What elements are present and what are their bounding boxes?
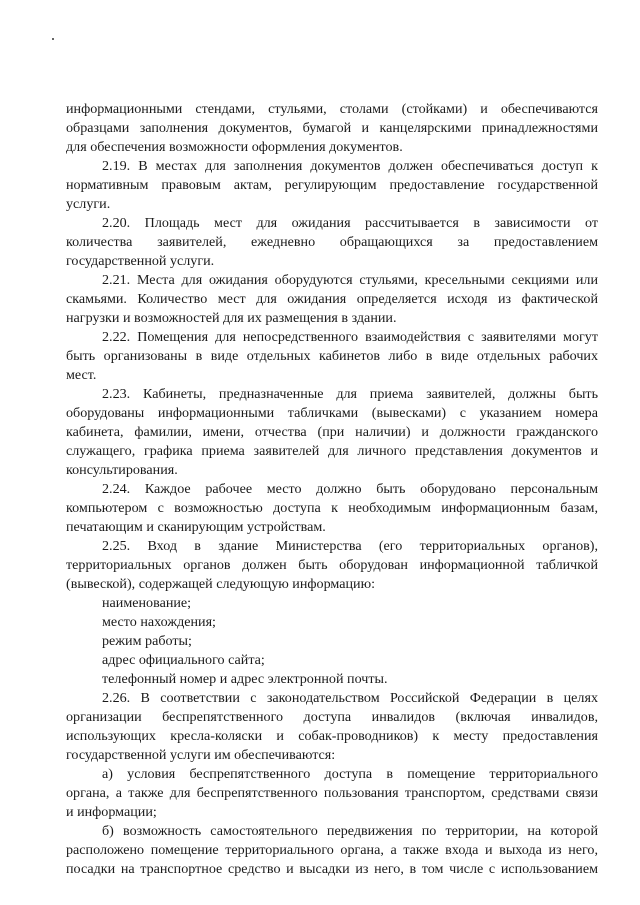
- text-line: 2.24. Каждое рабочее место должно быть оборудовано персональным: [102, 481, 598, 497]
- text-line: кабинета, фамилии, имени, отчества (при наличии) и должности гражданского: [66, 424, 598, 440]
- text-line: территориальных органов должен быть оборудован информационной табличкой: [66, 557, 598, 573]
- text-line: консультирования.: [66, 462, 178, 478]
- text-line: 2.21. Места для ожидания оборудуются стульями, кресельными секциями или: [102, 272, 598, 288]
- text-line: государственной услуги им обеспечиваются:: [66, 747, 336, 763]
- text-line: место нахождения;: [102, 614, 216, 630]
- text-line: и информации;: [66, 804, 157, 820]
- text-line: услуги.: [66, 196, 111, 212]
- text-line: служащего, графика приема заявителей для личного представления документов и: [66, 443, 598, 459]
- text-line: посадки на транспортное средство и высадки из него, в том числе с использованием: [66, 861, 598, 877]
- text-line: органа, а также для беспрепятственного пользования транспортом, средствами связи: [66, 785, 598, 801]
- text-line: мест.: [66, 367, 97, 383]
- text-line: режим работы;: [102, 633, 192, 649]
- text-line: оборудованы информационными табличками (вывесками) с указанием номера: [66, 405, 598, 421]
- text-line: компьютером с возможностью доступа к необходимым информационным базам,: [66, 500, 598, 516]
- text-line: а) условия беспрепятственного доступа в помещение территориального: [102, 766, 598, 782]
- text-line: образцами заполнения документов, бумагой и канцелярскими принадлежностями: [66, 120, 598, 136]
- document-page: [66, 100, 598, 879]
- text-line: печатающим и сканирующим устройствам.: [66, 519, 326, 535]
- text-line: 2.26. В соответствии с законодательством Российской Федерации в целях: [102, 690, 598, 706]
- scan-speck: [52, 38, 54, 40]
- text-line: быть организованы в виде отдельных кабинетов либо в виде отдельных рабочих: [66, 348, 598, 364]
- text-line: адрес официального сайта;: [102, 652, 265, 668]
- text-line: расположено помещение территориального органа, а также входа и выхода из него,: [66, 842, 598, 858]
- text-line: 2.22. Помещения для непосредственного взаимодействия с заявителями могут: [102, 329, 598, 345]
- text-line: 2.25. Вход в здание Министерства (его территориальных органов),: [102, 538, 598, 554]
- text-line: информационными стендами, стульями, столами (стойками) и обеспечиваются: [66, 101, 598, 117]
- text-line: 2.19. В местах для заполнения документов должен обеспечиваться доступ к: [102, 158, 598, 174]
- text-line: для обеспечения возможности оформления документов.: [66, 139, 403, 155]
- text-line: (вывеской), содержащей следующую информацию:: [66, 576, 376, 592]
- text-line: количества заявителей, ежедневно обращающихся за предоставлением: [66, 234, 598, 250]
- text-line: б) возможность самостоятельного передвижения по территории, на которой: [102, 823, 598, 839]
- text-line: использующих кресла-коляски и собак-проводников) к месту предоставления: [66, 728, 598, 744]
- text-line: государственной услуги.: [66, 253, 215, 269]
- text-line: нагрузки и возможностей для их размещения в здании.: [66, 310, 397, 326]
- text-line: 2.20. Площадь мест для ожидания рассчитывается в зависимости от: [102, 215, 598, 231]
- text-line: скамьями. Количество мест для ожидания определяется исходя из фактической: [66, 291, 598, 307]
- text-line: 2.23. Кабинеты, предназначенные для приема заявителей, должны быть: [102, 386, 598, 402]
- text-line: нормативным правовым актам, регулирующим предоставление государственной: [66, 177, 598, 193]
- text-line: наименование;: [102, 595, 192, 611]
- text-line: телефонный номер и адрес электронной почты.: [102, 671, 388, 687]
- text-line: организации беспрепятственного доступа инвалидов (включая инвалидов,: [66, 709, 598, 725]
